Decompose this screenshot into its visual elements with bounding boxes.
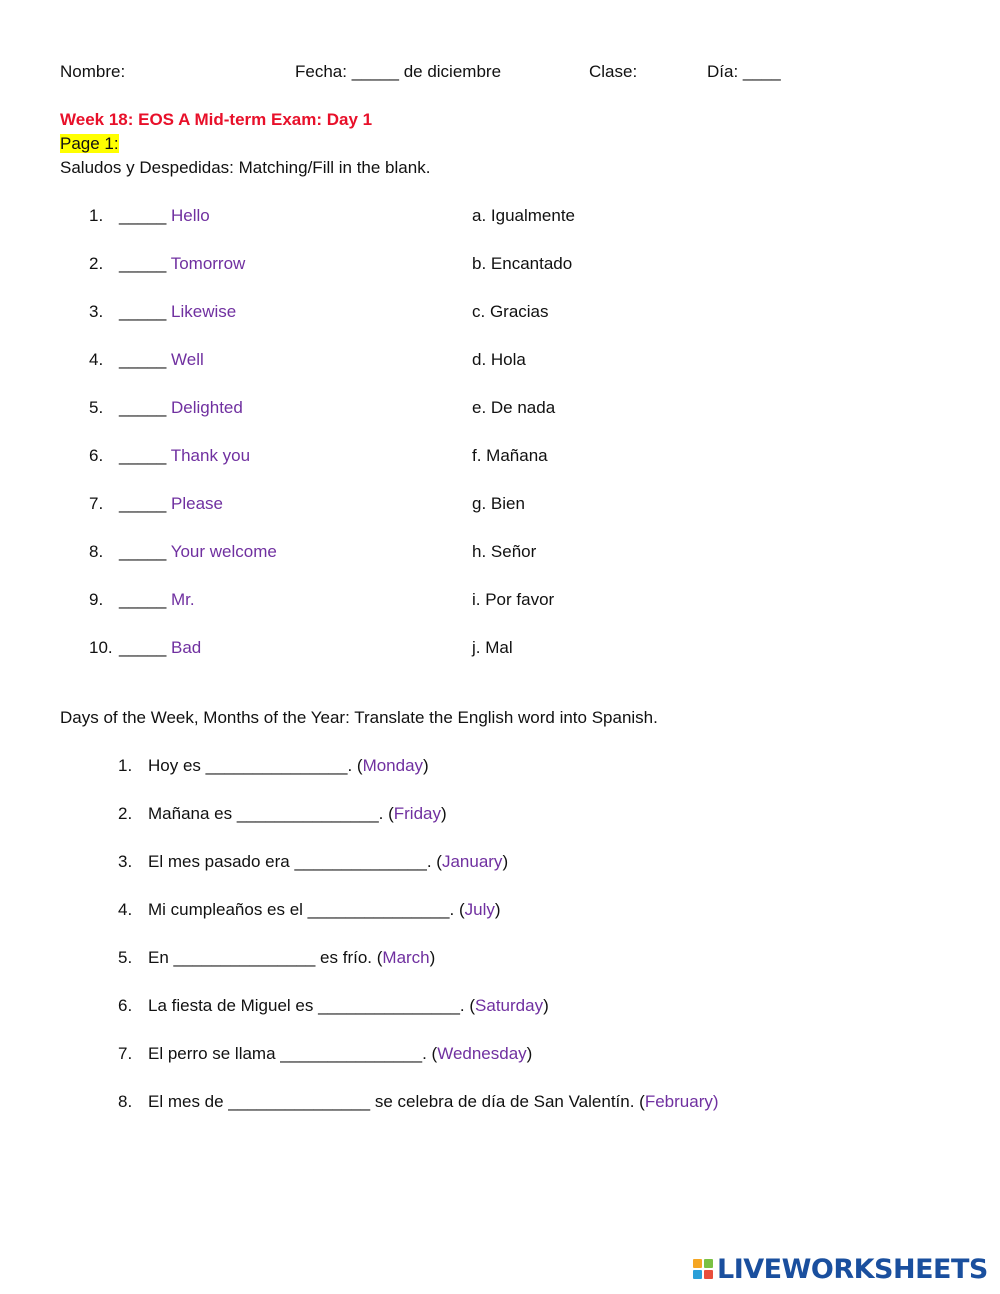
- item-number: 6.: [118, 996, 133, 1015]
- answer-blank[interactable]: _____: [119, 446, 167, 465]
- matching-item: [89, 542, 277, 562]
- header-dia: Día: ____: [707, 62, 781, 81]
- item-number: 8.: [118, 1092, 133, 1111]
- page-label-wrap: [60, 134, 119, 154]
- english-word: Friday: [393, 804, 441, 823]
- logo-text: LIVEWORKSHEETS: [717, 1253, 988, 1285]
- english-word: Saturday: [475, 996, 544, 1015]
- matching-item: [89, 638, 201, 658]
- spanish-option: b. Encantado: [472, 254, 573, 273]
- answer-blank[interactable]: _____: [119, 494, 167, 513]
- spanish-option: d. Hola: [472, 350, 526, 369]
- section2-instructions: Days of the Week, Months of the Year: Translate the English word into Spanish.: [60, 708, 658, 727]
- matching-item: [89, 254, 245, 274]
- item-number: 7.: [89, 494, 104, 513]
- matching-item: [89, 446, 250, 466]
- translate-item: [118, 948, 435, 968]
- sentence-close: ): [494, 900, 501, 919]
- translate-item: [118, 996, 549, 1016]
- item-number: 5.: [118, 948, 133, 967]
- spanish-option: a. Igualmente: [472, 206, 576, 225]
- answer-blank[interactable]: _____: [119, 350, 167, 369]
- answer-blank[interactable]: _____: [119, 398, 167, 417]
- answer-blank[interactable]: _____: [119, 206, 167, 225]
- exam-title: Week 18: EOS A Mid-term Exam: Day 1: [60, 110, 373, 129]
- spanish-option: c. Gracias: [472, 302, 549, 321]
- sentence-close: ): [543, 996, 549, 1015]
- translate-item: [118, 804, 447, 824]
- translate-item: [118, 852, 508, 872]
- matching-item: [89, 590, 195, 610]
- spanish-option: i. Por favor: [472, 590, 555, 609]
- sentence-text: El mes de _______________ se celebra de día de San Valentín. (: [148, 1092, 645, 1111]
- section1-instructions: Saludos y Despedidas: Matching/Fill in the blank.: [60, 158, 431, 177]
- spanish-option: e. De nada: [472, 398, 556, 417]
- item-number: 4.: [118, 900, 133, 919]
- sentence-text: La fiesta de Miguel es _______________. (: [148, 996, 476, 1015]
- sentence-close: ): [502, 852, 509, 871]
- english-word: Please: [171, 494, 223, 513]
- translate-item: [118, 900, 501, 920]
- english-word: Well: [171, 350, 204, 369]
- answer-blank[interactable]: _____: [119, 254, 167, 273]
- liveworksheets-logo: [693, 1253, 988, 1285]
- spanish-option: g. Bien: [472, 494, 525, 513]
- english-word: Delighted: [171, 398, 243, 417]
- answer-blank[interactable]: _____: [119, 638, 167, 657]
- item-number: 5.: [89, 398, 104, 417]
- header-nombre: Nombre:: [60, 62, 126, 81]
- item-number: 3.: [89, 302, 104, 321]
- logo-squares-icon: [693, 1259, 713, 1279]
- answer-blank[interactable]: _____: [119, 542, 167, 561]
- english-word: Tomorrow: [170, 254, 246, 273]
- sentence-close: ): [423, 756, 429, 775]
- english-word: Bad: [171, 638, 202, 657]
- item-number: 4.: [89, 350, 104, 369]
- item-number: 1.: [89, 206, 104, 225]
- spanish-option: h. Señor: [472, 542, 537, 561]
- answer-blank[interactable]: _____: [119, 590, 167, 609]
- english-word: Mr.: [171, 590, 195, 609]
- sentence-text: El perro se llama _______________. (: [148, 1044, 438, 1063]
- header-fecha: Fecha: _____ de diciembre: [295, 62, 502, 81]
- page-label: Page 1:: [60, 134, 119, 153]
- english-word: Hello: [171, 206, 210, 225]
- item-number: 8.: [89, 542, 104, 561]
- sentence-close: ): [429, 948, 436, 967]
- english-word: March: [382, 948, 430, 967]
- matching-item: [89, 350, 204, 370]
- sentence-text: En _______________ es frío. (: [148, 948, 383, 967]
- spanish-option: f. Mañana: [472, 446, 548, 465]
- matching-item: [89, 494, 223, 514]
- english-word: Thank you: [170, 446, 251, 465]
- item-number: 9.: [89, 590, 104, 609]
- sentence-text: Mi cumpleaños es el _______________. (: [148, 900, 465, 919]
- sentence-text: El mes pasado era ______________. (: [148, 852, 442, 871]
- translate-item: [118, 1092, 719, 1112]
- spanish-option: j. Mal: [472, 638, 513, 657]
- matching-item: [89, 398, 243, 418]
- item-number: 3.: [118, 852, 133, 871]
- english-word: Wednesday: [437, 1044, 527, 1063]
- matching-item: [89, 206, 210, 226]
- item-number: 6.: [89, 446, 104, 465]
- sentence-close: ): [441, 804, 447, 823]
- header-clase: Clase:: [589, 62, 638, 81]
- item-number: 2.: [89, 254, 104, 273]
- english-word: Monday: [362, 756, 424, 775]
- english-word: February): [644, 1092, 719, 1111]
- answer-blank[interactable]: _____: [119, 302, 167, 321]
- sentence-close: ): [526, 1044, 533, 1063]
- sentence-text: Mañana es _______________. (: [148, 804, 394, 823]
- english-word: Likewise: [171, 302, 237, 321]
- item-number: 10.: [89, 638, 113, 657]
- matching-item: [89, 302, 236, 322]
- translate-item: [118, 1044, 532, 1064]
- english-word: Your welcome: [170, 542, 277, 561]
- sentence-text: Hoy es _______________. (: [148, 756, 363, 775]
- english-word: January: [441, 852, 503, 871]
- item-number: 2.: [118, 804, 133, 823]
- english-word: July: [464, 900, 495, 919]
- translate-item: [118, 756, 429, 776]
- item-number: 7.: [118, 1044, 133, 1063]
- item-number: 1.: [118, 756, 133, 775]
